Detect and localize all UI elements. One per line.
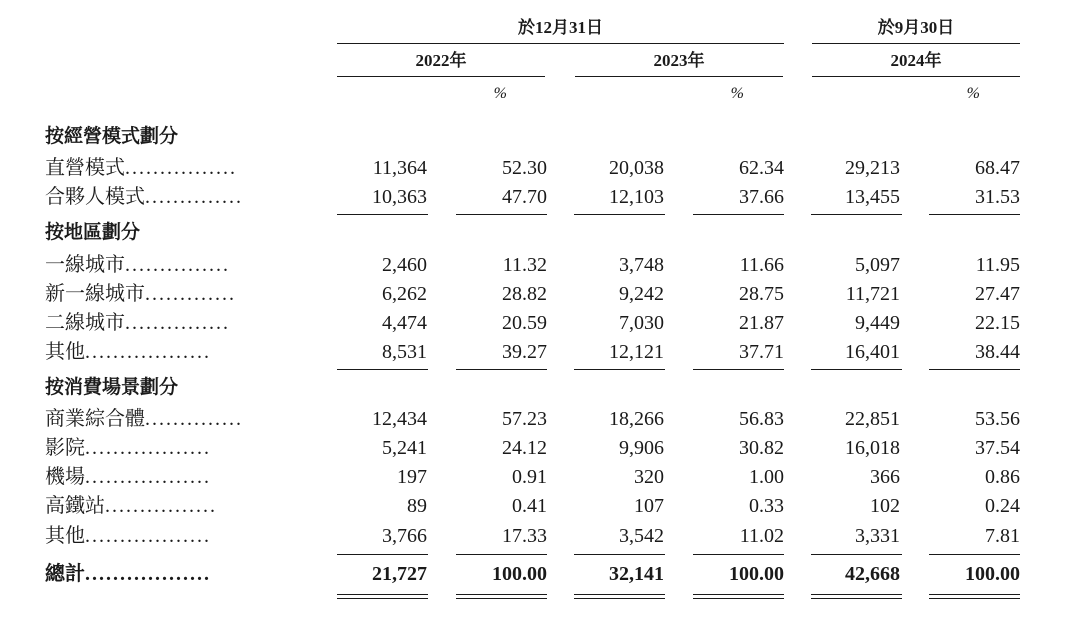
cell-2023-amount: 320: [634, 466, 664, 488]
cell-2023-pct: 62.34: [739, 157, 784, 179]
cell-2024-amount: 5,097: [855, 254, 900, 276]
cell-2022-pct: 47.70: [502, 186, 547, 208]
subtotal-rule: [693, 554, 784, 555]
subtotal-rule: [456, 214, 547, 215]
total-double-rule: [337, 594, 428, 599]
cell-2023-amount: 18,266: [609, 408, 664, 430]
cell-2024-pct: 31.53: [975, 186, 1020, 208]
cell-2022-amount: 2,460: [382, 254, 427, 276]
cell-2022-pct: 52.30: [502, 157, 547, 179]
cell-2023-pct: 28.75: [739, 283, 784, 305]
cell-2022-pct: 57.23: [502, 408, 547, 430]
cell-2024-pct: 11.95: [975, 254, 1020, 276]
cell-2024-pct: 27.47: [975, 283, 1020, 305]
table-row: [0, 154, 1080, 182]
cell-2024-amount: 22,851: [845, 408, 900, 430]
subtotal-rule: [811, 214, 902, 215]
subtotal-rule: [811, 369, 902, 370]
cell-2022-amount: 197: [397, 466, 427, 488]
total-2024-pct: 100.00: [965, 563, 1020, 585]
header-year-2023: 2023年: [653, 51, 705, 70]
cell-2022-pct: 24.12: [502, 437, 547, 459]
cell-2024-amount: 9,449: [855, 312, 900, 334]
cell-2023-pct: 37.66: [739, 186, 784, 208]
cell-2022-amount: 4,474: [382, 312, 427, 334]
cell-2024-amount: 3,331: [855, 525, 900, 547]
header-group-dec31: 於12月31日: [518, 18, 603, 37]
cell-2022-amount: 6,262: [382, 283, 427, 305]
row-label: 高鐵站................: [45, 495, 217, 517]
table-row: [0, 434, 1080, 462]
subtotal-rule: [929, 214, 1020, 215]
total-2023-pct: 100.00: [729, 563, 784, 585]
subtotal-rule: [693, 214, 784, 215]
cell-2023-pct: 37.71: [739, 341, 784, 363]
row-label: 二線城市...............: [45, 312, 230, 334]
cell-2024-pct: 22.15: [975, 312, 1020, 334]
cell-2022-amount: 3,766: [382, 525, 427, 547]
cell-2022-amount: 89: [407, 495, 427, 517]
cell-2023-amount: 7,030: [619, 312, 664, 334]
cell-2024-amount: 16,401: [845, 341, 900, 363]
section-title-operating-model: 按經營模式劃分: [45, 126, 179, 147]
cell-2023-amount: 9,242: [619, 283, 664, 305]
year-rule-2024: [812, 76, 1020, 77]
total-double-rule: [574, 594, 665, 599]
cell-2022-pct: 0.91: [512, 466, 547, 488]
total-2022-amount: 21,727: [372, 563, 427, 585]
row-label: 其他..................: [45, 341, 211, 363]
cell-2023-pct: 0.33: [749, 495, 784, 517]
table-row: [0, 338, 1080, 366]
cell-2022-amount: 5,241: [382, 437, 427, 459]
row-label: 影院..................: [45, 437, 211, 459]
cell-2023-amount: 107: [634, 495, 664, 517]
cell-2023-amount: 20,038: [609, 157, 664, 179]
header-year-2022: 2022年: [415, 51, 467, 70]
subtotal-rule: [337, 214, 428, 215]
total-2024-amount: 42,668: [845, 563, 900, 585]
table-row: [0, 492, 1080, 520]
total-row: [0, 560, 1080, 588]
total-double-rule: [693, 594, 784, 599]
cell-2022-pct: 11.32: [502, 254, 547, 276]
total-2023-amount: 32,141: [609, 563, 664, 585]
table-row: [0, 251, 1080, 279]
header-rule-sep30: [812, 43, 1020, 44]
cell-2024-amount: 366: [870, 466, 900, 488]
cell-2023-pct: 1.00: [749, 466, 784, 488]
cell-2023-amount: 3,542: [619, 525, 664, 547]
table-row: [0, 463, 1080, 491]
cell-2022-pct: 39.27: [502, 341, 547, 363]
subtotal-rule: [929, 554, 1020, 555]
subtotal-rule: [337, 369, 428, 370]
pct-header-2024: %: [966, 85, 980, 102]
table-row: [0, 280, 1080, 308]
cell-2024-amount: 11,721: [845, 283, 900, 305]
row-label: 合夥人模式..............: [45, 186, 243, 208]
row-label: 機場..................: [45, 466, 211, 488]
cell-2023-amount: 12,103: [609, 186, 664, 208]
cell-2022-pct: 28.82: [502, 283, 547, 305]
pct-header-2023: %: [730, 85, 744, 102]
cell-2022-amount: 8,531: [382, 341, 427, 363]
cell-2023-pct: 11.02: [739, 525, 784, 547]
header-rule-dec31: [337, 43, 784, 44]
cell-2023-amount: 3,748: [619, 254, 664, 276]
cell-2024-amount: 13,455: [845, 186, 900, 208]
cell-2022-pct: 20.59: [502, 312, 547, 334]
cell-2022-pct: 17.33: [502, 525, 547, 547]
total-double-rule: [929, 594, 1020, 599]
header-group-sep30: 於9月30日: [877, 18, 955, 37]
cell-2022-amount: 12,434: [372, 408, 427, 430]
cell-2024-amount: 16,018: [845, 437, 900, 459]
cell-2024-pct: 0.24: [985, 495, 1020, 517]
cell-2022-pct: 0.41: [512, 495, 547, 517]
cell-2023-pct: 56.83: [739, 408, 784, 430]
pct-header-2022: %: [493, 85, 507, 102]
subtotal-rule: [574, 554, 665, 555]
year-rule-2023: [575, 76, 783, 77]
subtotal-rule: [929, 369, 1020, 370]
total-label: 總計..................: [45, 563, 211, 585]
cell-2023-pct: 11.66: [739, 254, 784, 276]
row-label: 一線城市...............: [45, 254, 230, 276]
row-label: 其他..................: [45, 525, 211, 547]
subtotal-rule: [693, 369, 784, 370]
year-rule-2022: [337, 76, 545, 77]
cell-2024-pct: 37.54: [975, 437, 1020, 459]
total-double-rule: [456, 594, 547, 599]
cell-2023-pct: 30.82: [739, 437, 784, 459]
subtotal-rule: [456, 554, 547, 555]
cell-2024-pct: 68.47: [975, 157, 1020, 179]
cell-2024-pct: 7.81: [985, 525, 1020, 547]
total-double-rule: [811, 594, 902, 599]
subtotal-rule: [574, 369, 665, 370]
subtotal-rule: [574, 214, 665, 215]
table-row: [0, 522, 1080, 550]
subtotal-rule: [456, 369, 547, 370]
cell-2023-pct: 21.87: [739, 312, 784, 334]
cell-2024-pct: 53.56: [975, 408, 1020, 430]
header-year-2024: 2024年: [890, 51, 942, 70]
cell-2024-pct: 38.44: [975, 341, 1020, 363]
row-label: 商業綜合體..............: [45, 408, 243, 430]
section-title-region: 按地區劃分: [45, 222, 141, 243]
subtotal-rule: [811, 554, 902, 555]
cell-2022-amount: 11,364: [372, 157, 427, 179]
row-label: 直營模式................: [45, 157, 237, 179]
row-label: 新一線城市.............: [45, 283, 236, 305]
table-row: [0, 405, 1080, 433]
table-row: [0, 183, 1080, 211]
cell-2023-amount: 12,121: [609, 341, 664, 363]
subtotal-rule: [337, 554, 428, 555]
cell-2022-amount: 10,363: [372, 186, 427, 208]
cell-2023-amount: 9,906: [619, 437, 664, 459]
total-2022-pct: 100.00: [492, 563, 547, 585]
table-row: [0, 309, 1080, 337]
cell-2024-amount: 102: [870, 495, 900, 517]
section-title-consumption-scenario: 按消費場景劃分: [45, 377, 179, 398]
cell-2024-amount: 29,213: [845, 157, 900, 179]
cell-2024-pct: 0.86: [985, 466, 1020, 488]
